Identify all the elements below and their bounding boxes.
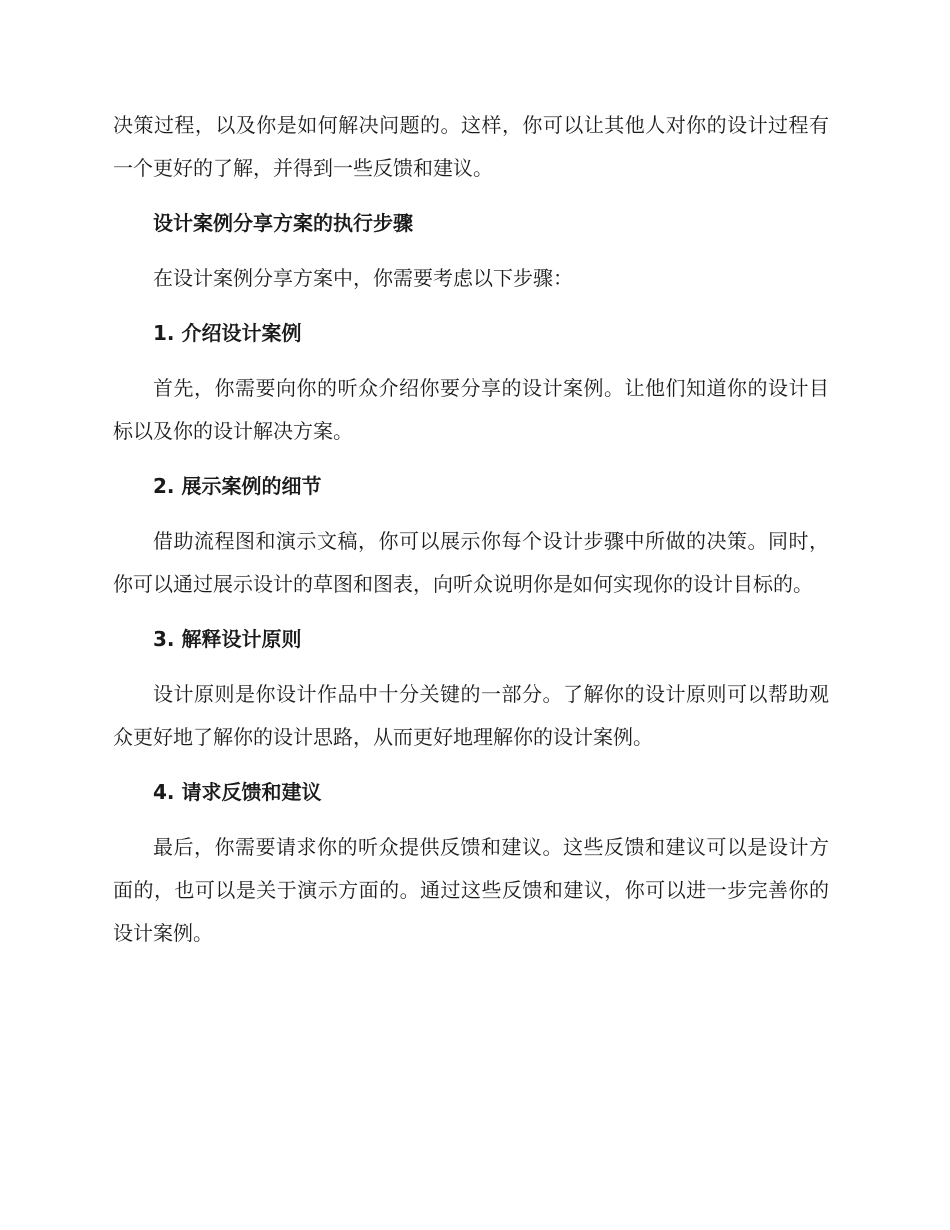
step-4-heading: 4. 请求反馈和建议 — [153, 780, 322, 804]
document-page — [113, 104, 829, 967]
step-3-paragraph: 设计原则是你设计作品中十分关键的一部分。了解你的设计原则可以帮助观众更好地了解你的设计思路，从而更好地理解你的设计案例。 — [113, 682, 829, 749]
step-4-paragraph: 最后，你需要请求你的听众提供反馈和建议。这些反馈和建议可以是设计方面的，也可以是关于演示方面的。通过这些反馈和建议，你可以进一步完善你的设计案例。 — [113, 835, 829, 945]
section-heading-steps: 设计案例分享方案的执行步骤 — [153, 211, 413, 235]
steps-intro-paragraph: 在设计案例分享方案中，你需要考虑以下步骤： — [153, 266, 573, 290]
step-1-paragraph: 首先，你需要向你的听众介绍你要分享的设计案例。让他们知道你的设计目标以及你的设计解决方案。 — [113, 376, 829, 443]
step-1-heading: 1. 介绍设计案例 — [153, 321, 302, 345]
step-2-heading: 2. 展示案例的细节 — [153, 474, 322, 498]
intro-paragraph: 决策过程，以及你是如何解决问题的。这样，你可以让其他人对你的设计过程有一个更好的了解，并得到一些反馈和建议。 — [113, 113, 829, 180]
step-3-heading: 3. 解释设计原则 — [153, 627, 302, 651]
step-2-paragraph: 借助流程图和演示文稿，你可以展示你每个设计步骤中所做的决策。同时，你可以通过展示设计的草图和图表，向听众说明你是如何实现你的设计目标的。 — [113, 529, 829, 596]
